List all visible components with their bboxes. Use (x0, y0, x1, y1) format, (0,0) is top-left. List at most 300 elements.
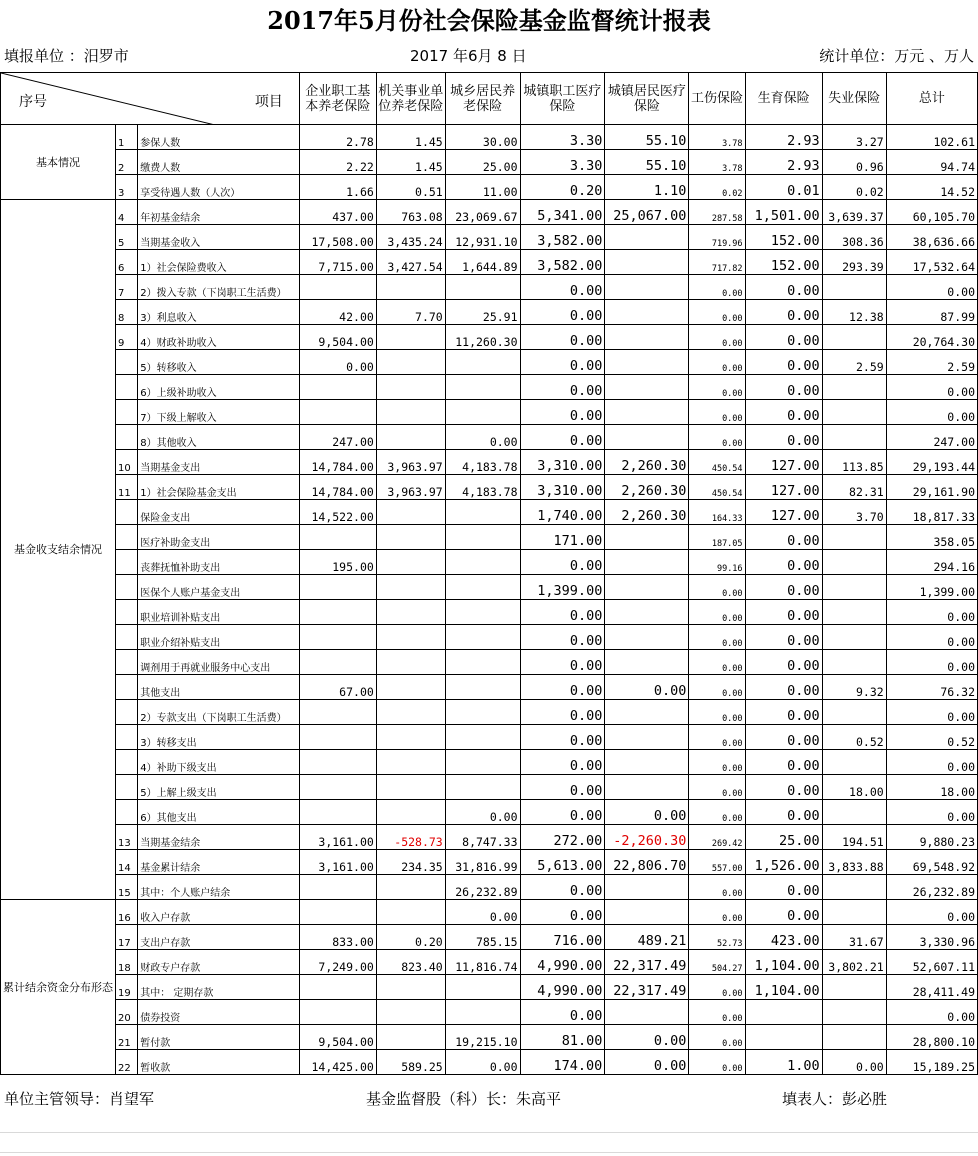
value-cell (445, 750, 520, 775)
table-row (1, 350, 978, 375)
value-cell: 1,104.00 (745, 950, 822, 975)
value-cell: 0.00 (520, 550, 605, 575)
footer-filler: 填表人：彭必胜 (782, 1090, 888, 1108)
value-cell (605, 650, 689, 675)
value-cell (376, 625, 445, 650)
value-cell (445, 575, 520, 600)
value-cell: 87.99 (886, 300, 977, 325)
value-cell (299, 1000, 376, 1025)
value-cell: 0.00 (886, 800, 977, 825)
value-cell: 504.27 (689, 950, 745, 975)
row-number (116, 750, 138, 775)
value-cell (299, 700, 376, 725)
row-item: 职业培训补贴支出 (138, 600, 300, 625)
value-cell: 294.16 (886, 550, 977, 575)
value-cell (376, 750, 445, 775)
value-cell (445, 775, 520, 800)
value-cell: 0.00 (299, 350, 376, 375)
value-cell: 3,639.37 (822, 200, 886, 225)
row-item: 当期基金结余 (138, 825, 300, 850)
value-cell: 0.00 (822, 1050, 886, 1075)
value-cell (822, 800, 886, 825)
value-cell: 4,183.78 (445, 450, 520, 475)
value-cell: 269.42 (689, 825, 745, 850)
header-institution-pension: 机关事业单位养老保险 (376, 73, 445, 125)
row-number: 6 (116, 250, 138, 275)
value-cell (605, 550, 689, 575)
row-number: 4 (116, 200, 138, 225)
value-cell: 0.00 (520, 675, 605, 700)
value-cell: 18.00 (886, 775, 977, 800)
row-item: 财政专户存款 (138, 950, 300, 975)
row-number (116, 425, 138, 450)
value-cell (299, 625, 376, 650)
value-cell: -528.73 (376, 825, 445, 850)
value-cell: 18,817.33 (886, 500, 977, 525)
row-item: 暂收款 (138, 1050, 300, 1075)
value-cell: 0.00 (745, 275, 822, 300)
value-cell: 17,532.64 (886, 250, 977, 275)
value-cell (299, 600, 376, 625)
value-cell: 12,931.10 (445, 225, 520, 250)
row-item: 其中： 定期存款 (138, 975, 300, 1000)
value-cell: 0.00 (689, 675, 745, 700)
value-cell: 0.00 (886, 275, 977, 300)
row-item: 职业介绍补贴支出 (138, 625, 300, 650)
value-cell: 30.00 (445, 125, 520, 150)
row-item: 年初基金结余 (138, 200, 300, 225)
value-cell: 3,330.96 (886, 925, 977, 950)
blank-row (0, 1112, 978, 1133)
value-cell: 247.00 (886, 425, 977, 450)
value-cell: 0.00 (689, 425, 745, 450)
value-cell: 7.70 (376, 300, 445, 325)
value-cell: 17,508.00 (299, 225, 376, 250)
header-resident-pension: 城乡居民养老保险 (445, 73, 520, 125)
value-cell: 69,548.92 (886, 850, 977, 875)
row-number: 11 (116, 475, 138, 500)
value-cell: 293.39 (822, 250, 886, 275)
value-cell (376, 600, 445, 625)
value-cell: 0.00 (520, 375, 605, 400)
table-row (1, 175, 978, 200)
header-employee-medical: 城镇职工医疗保险 (520, 73, 605, 125)
value-cell: 0.00 (886, 400, 977, 425)
value-cell: 0.00 (745, 350, 822, 375)
row-item: 缴费人数 (138, 150, 300, 175)
value-cell: 0.00 (520, 750, 605, 775)
table-row (1, 625, 978, 650)
value-cell (605, 375, 689, 400)
value-cell (745, 1025, 822, 1050)
value-cell: 26,232.89 (445, 875, 520, 900)
value-cell: 55.10 (605, 150, 689, 175)
value-cell: 0.51 (376, 175, 445, 200)
value-cell: 67.00 (299, 675, 376, 700)
value-cell (376, 525, 445, 550)
value-cell: 4,990.00 (520, 950, 605, 975)
value-cell: 0.00 (745, 725, 822, 750)
value-cell (822, 700, 886, 725)
value-cell (376, 725, 445, 750)
value-cell (605, 775, 689, 800)
value-cell: 0.00 (886, 650, 977, 675)
value-cell (376, 400, 445, 425)
table-row (1, 900, 978, 925)
value-cell (376, 900, 445, 925)
row-item: 4）补助下级支出 (138, 750, 300, 775)
value-cell (822, 1025, 886, 1050)
row-item: 收入户存款 (138, 900, 300, 925)
value-cell: 3.30 (520, 125, 605, 150)
row-item: 享受待遇人数（人次） (138, 175, 300, 200)
value-cell: 1,740.00 (520, 500, 605, 525)
value-cell: 18.00 (822, 775, 886, 800)
value-cell (299, 525, 376, 550)
row-number: 7 (116, 275, 138, 300)
row-item: 1）社会保险费收入 (138, 250, 300, 275)
value-cell: 0.00 (689, 325, 745, 350)
row-item: 5）转移收入 (138, 350, 300, 375)
value-cell: -2,260.30 (605, 825, 689, 850)
value-cell: 0.20 (376, 925, 445, 950)
value-cell: 29,193.44 (886, 450, 977, 475)
table-row (1, 950, 978, 975)
row-number (116, 700, 138, 725)
value-cell: 9,504.00 (299, 325, 376, 350)
value-cell: 0.02 (689, 175, 745, 200)
value-cell: 0.00 (520, 700, 605, 725)
value-cell (822, 900, 886, 925)
row-number (116, 650, 138, 675)
value-cell: 25.91 (445, 300, 520, 325)
value-cell (445, 975, 520, 1000)
table-row (1, 700, 978, 725)
value-cell: 1,399.00 (520, 575, 605, 600)
blank-row (0, 1132, 978, 1153)
value-cell: 0.00 (605, 675, 689, 700)
value-cell: 29,161.90 (886, 475, 977, 500)
row-item: 基金累计结余 (138, 850, 300, 875)
header-enterprise-pension: 企业职工基本养老保险 (299, 73, 376, 125)
value-cell (376, 875, 445, 900)
table-row (1, 750, 978, 775)
table-row (1, 500, 978, 525)
value-cell: 450.54 (689, 450, 745, 475)
row-number: 22 (116, 1050, 138, 1075)
value-cell: 0.00 (886, 750, 977, 775)
value-cell: 0.00 (689, 600, 745, 625)
row-number: 1 (116, 125, 138, 150)
table-row (1, 925, 978, 950)
value-cell: 3,833.88 (822, 850, 886, 875)
value-cell: 717.82 (689, 250, 745, 275)
section-label: 基本情况 (1, 125, 116, 200)
table-row (1, 975, 978, 1000)
value-cell: 20,764.30 (886, 325, 977, 350)
value-cell: 0.00 (745, 625, 822, 650)
value-cell (605, 575, 689, 600)
row-number: 9 (116, 325, 138, 350)
value-cell: 0.00 (445, 900, 520, 925)
value-cell (445, 725, 520, 750)
value-cell (376, 775, 445, 800)
value-cell: 0.00 (689, 275, 745, 300)
value-cell: 14,784.00 (299, 450, 376, 475)
value-cell: 0.00 (745, 325, 822, 350)
value-cell (376, 975, 445, 1000)
row-item: 3）转移支出 (138, 725, 300, 750)
report-title: 2017年5月份社会保险基金监督统计报表 (267, 6, 711, 35)
value-cell: 0.02 (822, 175, 886, 200)
row-number (116, 625, 138, 650)
value-cell: 308.36 (822, 225, 886, 250)
table-row (1, 150, 978, 175)
row-item: 当期基金支出 (138, 450, 300, 475)
value-cell: 1,501.00 (745, 200, 822, 225)
value-cell (605, 300, 689, 325)
row-number: 17 (116, 925, 138, 950)
value-cell: 2.22 (299, 150, 376, 175)
value-cell (376, 325, 445, 350)
section-label: 基金收支结余情况 (1, 200, 116, 900)
value-cell: 5,341.00 (520, 200, 605, 225)
value-cell: 25,067.00 (605, 200, 689, 225)
table-row (1, 325, 978, 350)
value-cell (605, 600, 689, 625)
value-cell: 1,104.00 (745, 975, 822, 1000)
value-cell (299, 375, 376, 400)
value-cell: 0.96 (822, 150, 886, 175)
value-cell: 0.00 (745, 675, 822, 700)
value-cell: 0.00 (689, 700, 745, 725)
value-cell: 2,260.30 (605, 450, 689, 475)
value-cell: 0.00 (520, 875, 605, 900)
value-cell: 423.00 (745, 925, 822, 950)
value-cell (299, 275, 376, 300)
row-number (116, 400, 138, 425)
row-item: 8）其他收入 (138, 425, 300, 450)
value-cell (822, 975, 886, 1000)
table-row (1, 850, 978, 875)
value-cell: 5,613.00 (520, 850, 605, 875)
row-number: 13 (116, 825, 138, 850)
value-cell: 127.00 (745, 500, 822, 525)
value-cell: 187.05 (689, 525, 745, 550)
table-row (1, 600, 978, 625)
value-cell: 3,310.00 (520, 475, 605, 500)
header-row (1, 73, 978, 125)
value-cell (822, 1000, 886, 1025)
table-row (1, 475, 978, 500)
value-cell: 28,800.10 (886, 1025, 977, 1050)
row-number: 14 (116, 850, 138, 875)
value-cell (376, 800, 445, 825)
value-cell (376, 350, 445, 375)
value-cell (605, 1000, 689, 1025)
value-cell: 358.05 (886, 525, 977, 550)
value-cell: 0.00 (520, 300, 605, 325)
value-cell: 0.00 (886, 700, 977, 725)
value-cell (445, 1000, 520, 1025)
value-cell (605, 225, 689, 250)
value-cell: 174.00 (520, 1050, 605, 1075)
value-cell: 164.33 (689, 500, 745, 525)
value-cell: 52.73 (689, 925, 745, 950)
value-cell: 3,310.00 (520, 450, 605, 475)
value-cell: 14.52 (886, 175, 977, 200)
table-row (1, 300, 978, 325)
value-cell: 3.30 (520, 150, 605, 175)
value-cell: 0.00 (886, 375, 977, 400)
value-cell: 0.00 (445, 425, 520, 450)
value-cell: 1.45 (376, 150, 445, 175)
value-cell (376, 375, 445, 400)
value-cell (299, 725, 376, 750)
value-cell: 287.58 (689, 200, 745, 225)
value-cell (445, 500, 520, 525)
table-row (1, 550, 978, 575)
value-cell (822, 275, 886, 300)
table-row (1, 400, 978, 425)
value-cell: 19,215.10 (445, 1025, 520, 1050)
value-cell: 0.00 (689, 900, 745, 925)
value-cell (445, 275, 520, 300)
value-cell (299, 750, 376, 775)
value-cell (299, 650, 376, 675)
row-item: 1）社会保险基金支出 (138, 475, 300, 500)
value-cell: 2,260.30 (605, 475, 689, 500)
value-cell: 0.00 (745, 875, 822, 900)
row-number: 5 (116, 225, 138, 250)
table-row (1, 250, 978, 275)
value-cell (376, 575, 445, 600)
value-cell: 785.15 (445, 925, 520, 950)
value-cell: 0.00 (605, 800, 689, 825)
value-cell (376, 650, 445, 675)
value-cell (605, 275, 689, 300)
row-number (116, 600, 138, 625)
value-cell: 719.96 (689, 225, 745, 250)
value-cell: 0.00 (520, 625, 605, 650)
row-item: 保险金支出 (138, 500, 300, 525)
value-cell: 3,963.97 (376, 475, 445, 500)
value-cell: 0.00 (689, 800, 745, 825)
table-row (1, 375, 978, 400)
row-item: 其他支出 (138, 675, 300, 700)
value-cell: 0.00 (745, 900, 822, 925)
table-row (1, 1000, 978, 1025)
value-cell: 2.59 (822, 350, 886, 375)
value-cell (376, 550, 445, 575)
value-cell: 0.00 (745, 800, 822, 825)
row-number (116, 525, 138, 550)
value-cell (299, 575, 376, 600)
value-cell: 113.85 (822, 450, 886, 475)
value-cell: 450.54 (689, 475, 745, 500)
value-cell: 0.00 (689, 1000, 745, 1025)
value-cell: 0.00 (745, 600, 822, 625)
value-cell (376, 675, 445, 700)
row-number: 2 (116, 150, 138, 175)
row-number (116, 675, 138, 700)
header-item: 项目 (254, 94, 283, 110)
row-item: 7）下级上解收入 (138, 400, 300, 425)
value-cell: 0.00 (886, 600, 977, 625)
row-item: 4）财政补助收入 (138, 325, 300, 350)
report-date: 2017 年6月 8 日 (410, 47, 527, 65)
row-item: 3）利息收入 (138, 300, 300, 325)
value-cell: 42.00 (299, 300, 376, 325)
value-cell (822, 525, 886, 550)
value-cell (822, 550, 886, 575)
value-cell: 0.00 (520, 600, 605, 625)
value-cell: 3,582.00 (520, 250, 605, 275)
value-cell (605, 350, 689, 375)
value-cell (445, 600, 520, 625)
row-item: 2）拨入专款（下岗职工生活费） (138, 275, 300, 300)
value-cell: 60,105.70 (886, 200, 977, 225)
value-cell: 716.00 (520, 925, 605, 950)
value-cell (376, 275, 445, 300)
table-row (1, 200, 978, 225)
header-unemployment: 失业保险 (822, 73, 886, 125)
row-number: 3 (116, 175, 138, 200)
row-number: 19 (116, 975, 138, 1000)
value-cell: 1.66 (299, 175, 376, 200)
value-cell: 1.10 (605, 175, 689, 200)
value-cell (822, 400, 886, 425)
table-row (1, 575, 978, 600)
value-cell: 194.51 (822, 825, 886, 850)
table-row (1, 1025, 978, 1050)
value-cell: 22,317.49 (605, 950, 689, 975)
value-cell (605, 250, 689, 275)
value-cell: 11.00 (445, 175, 520, 200)
value-cell (299, 800, 376, 825)
value-cell: 272.00 (520, 825, 605, 850)
value-cell: 833.00 (299, 925, 376, 950)
row-number: 10 (116, 450, 138, 475)
table-row (1, 775, 978, 800)
value-cell: 489.21 (605, 925, 689, 950)
header-resident-medical: 城镇居民医疗保险 (605, 73, 689, 125)
value-cell: 0.00 (520, 650, 605, 675)
value-cell (445, 375, 520, 400)
value-cell: 11,816.74 (445, 950, 520, 975)
table-row (1, 275, 978, 300)
value-cell: 0.00 (689, 975, 745, 1000)
table-row (1, 725, 978, 750)
header-maternity: 生育保险 (745, 73, 822, 125)
value-cell (445, 650, 520, 675)
value-cell (605, 750, 689, 775)
value-cell: 11,260.30 (445, 325, 520, 350)
row-item: 暂付款 (138, 1025, 300, 1050)
value-cell: 1,644.89 (445, 250, 520, 275)
value-cell: 22,317.49 (605, 975, 689, 1000)
value-cell (299, 900, 376, 925)
row-item: 5）上解上级支出 (138, 775, 300, 800)
value-cell: 14,425.00 (299, 1050, 376, 1075)
value-cell: 28,411.49 (886, 975, 977, 1000)
value-cell: 3.78 (689, 125, 745, 150)
value-cell (299, 875, 376, 900)
table-row (1, 650, 978, 675)
row-number: 18 (116, 950, 138, 975)
table-row (1, 525, 978, 550)
footer-chief: 基金监督股（科）长：朱高平 (366, 1090, 562, 1108)
